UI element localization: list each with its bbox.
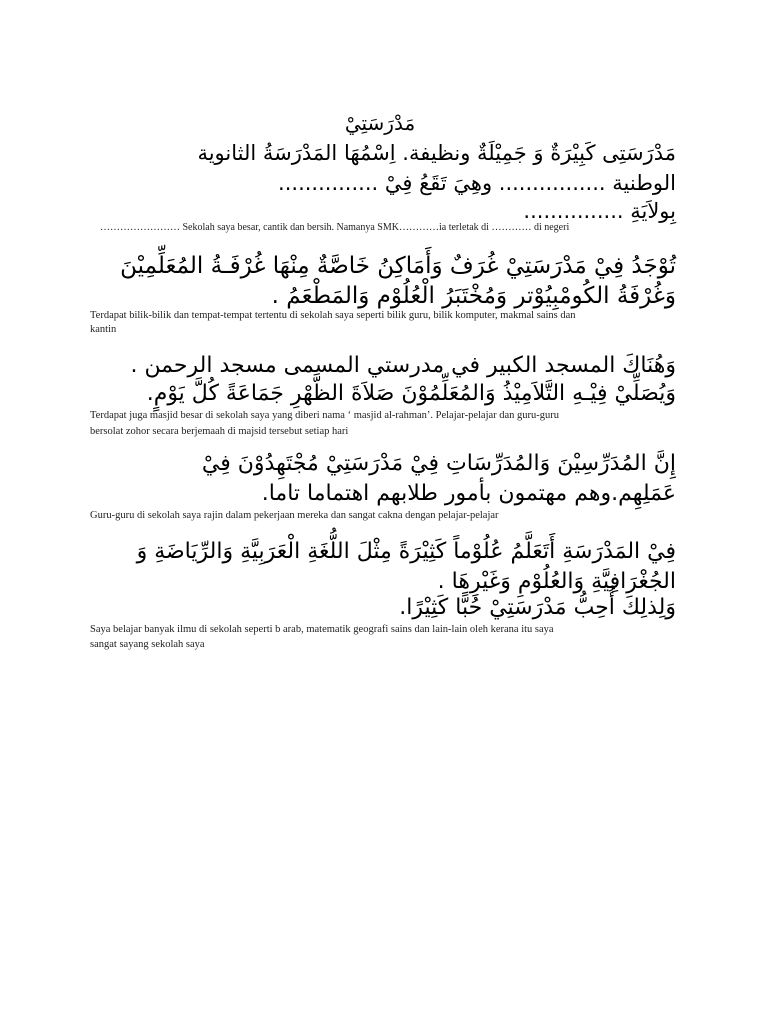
malay-translation: Saya belajar banyak ilmu di sekolah seperti b arab, matematik geografi sains dan lain-lain oleh kerana itu saya	[90, 624, 554, 635]
arabic-line: وَغُرْفَةُ الكُومْبِيُوْتر وَمُخْتَبَرُ الْعُلُوْم وَالمَطْعَمُ .	[271, 283, 676, 309]
arabic-line: وَلِذلِكَ أُحِبُّ مَدْرَسَتِيْ حُبًّا كَثِيْرًا.	[399, 595, 676, 620]
arabic-line: مَدْرَسَتِى كَبِيْرَةٌ وَ جَمِيْلَةٌ ونظيفة. اِسْمُهَا المَدْرَسَةُ الثانوية	[197, 141, 676, 165]
arabic-line: الجُغْرَافِيَّةِ وَالعُلُوْمِ وَغَيْرِهَا .	[437, 569, 676, 594]
arabic-line: بِولاَيَةِ ...............	[523, 199, 676, 223]
arabic-line: وَيُصَلِّيْ فِيْـهِ التَّلاَمِيْذُ وَالمُعَلِّمُوْنَ صَلاَةَ الظَّهْرِ جَمَاعَةً كُلَّ يَوْمٍ.	[146, 381, 676, 406]
malay-translation: kantin	[90, 324, 117, 335]
arabic-line: وَهُنَاكَ المسجد الكبير في مدرستي المسمى مسجد الرحمن .	[130, 353, 676, 378]
malay-translation: Guru-guru di sekolah saya rajin dalam pekerjaan mereka dan sangat cakna dengan pelajar-pelajar	[90, 510, 499, 521]
malay-translation: bersolat zohor secara berjemaah di majsid tersebut setiap hari	[90, 426, 349, 437]
arabic-line: إِنَّ المُدَرِّسِيْنَ وَالمُدَرِّسَاتِ فِيْ مَدْرَسَتِيْ مُجْتَهِدُوْنَ فِيْ	[201, 451, 676, 476]
arabic-line: تُوْجَدُ فِيْ مَدْرَسَتِيْ غُرَفٌ وَأَمَاكِنُ خَاصَّةٌ مِنْهَا غُرْفَـةُ المُعَلِّمِيْنَ	[120, 253, 676, 279]
page-title: مَدْرَسَتِيْ	[344, 111, 416, 135]
arabic-line: فِيْ المَدْرَسَةِ أَتَعَلَّمُ عُلُوْماً كَثِيْرَةً مِثْلَ اللُّغَةِ الْعَرَبِيَّةِ وَالرِّيَاضَةِ وَ	[136, 539, 676, 564]
malay-translation: sangat sayang sekolah saya	[90, 639, 205, 650]
arabic-line: الوطنية ................ وهِيَ تَقَعُ فِيْ ...............	[278, 171, 676, 195]
malay-translation: …………………… Sekolah saya besar, cantik dan bersih. Namanya SMK…………ia terletak di ………… di negeri	[100, 222, 570, 233]
arabic-line: عَمَلِهِم.وهم مهتمون بأمور طلابهم اهتماما تاما.	[261, 481, 676, 506]
malay-translation: Terdapat bilik-bilik dan tempat-tempat tertentu di sekolah saya seperti bilik guru, bilik komputer, makmal sains dan	[90, 310, 576, 321]
malay-translation: Terdapat juga masjid besar di sekolah saya yang diberi nama ‘ masjid al-rahman’. Pelajar-pelajar dan guru-guru	[90, 410, 560, 421]
